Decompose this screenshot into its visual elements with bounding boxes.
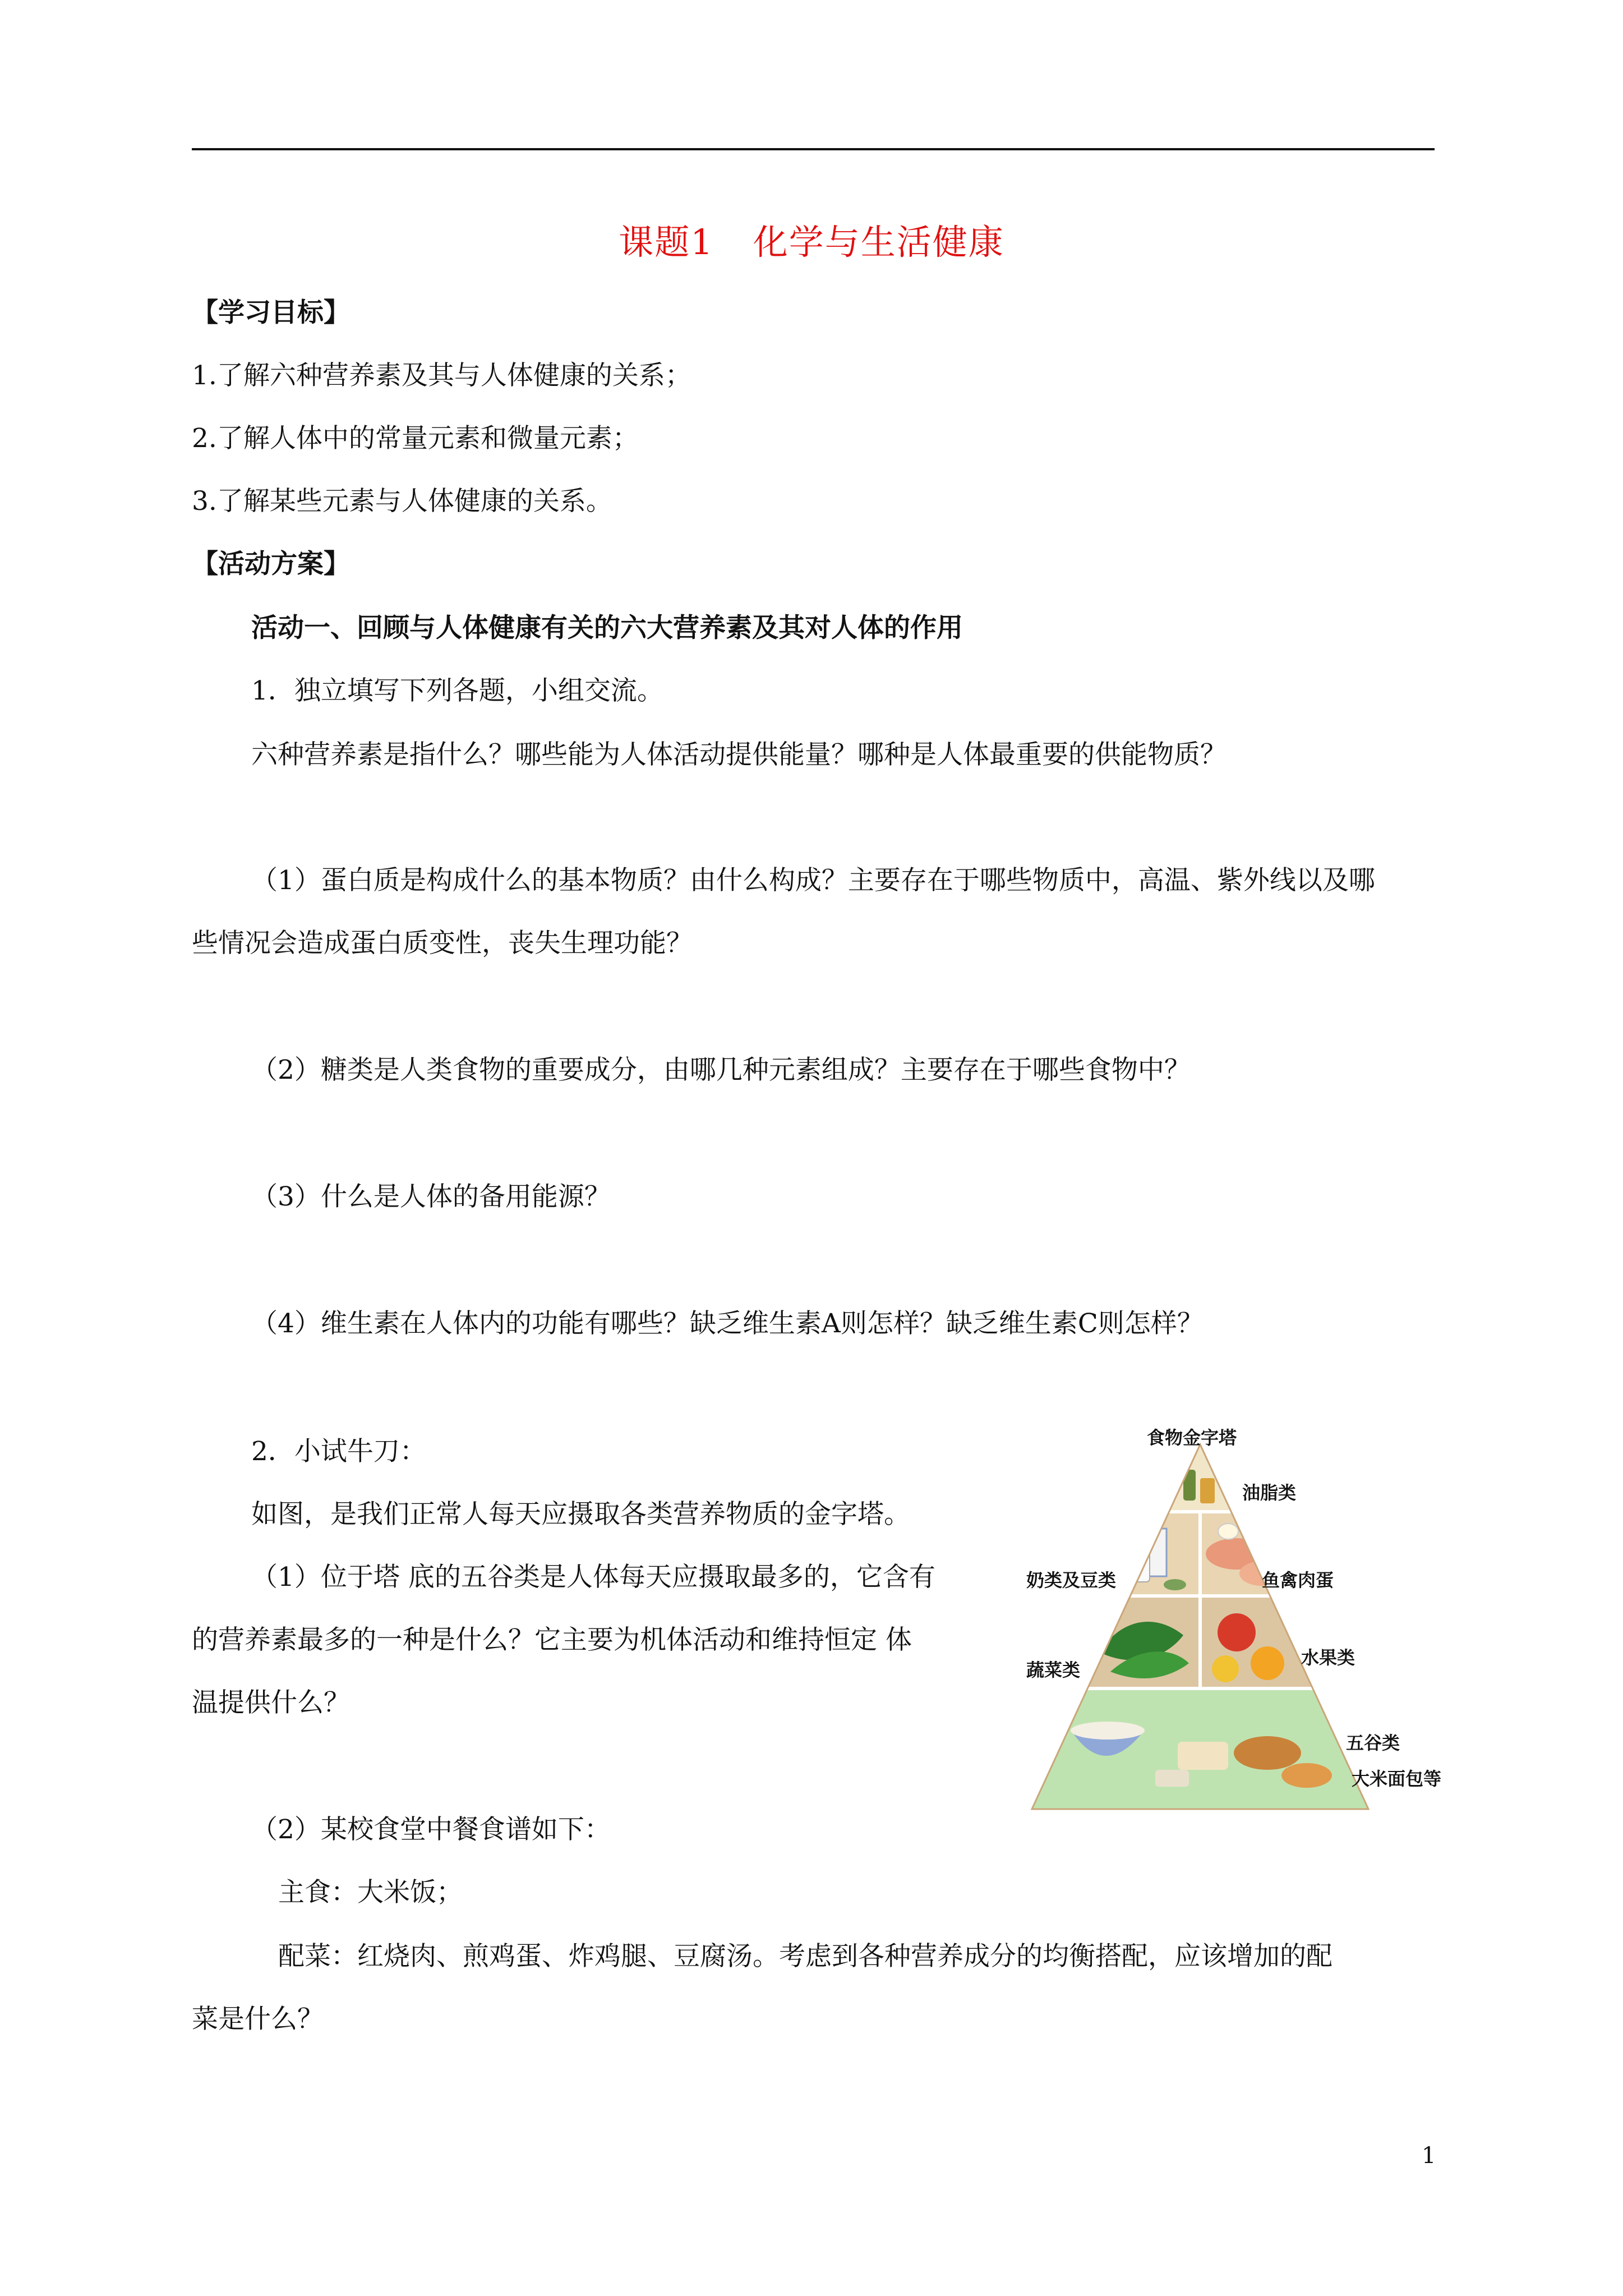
goal-3: 3.了解某些元素与人体健康的关系。: [192, 486, 612, 517]
task2-intro: 如图，是我们正常人每天应摄取各类营养物质的金字塔。: [251, 1499, 910, 1530]
question-protein-line2: 些情况会造成蛋白质变性，丧失生理功能？: [192, 928, 693, 959]
menu-sides-line1: 配菜：红烧肉、煎鸡蛋、炸鸡腿、豆腐汤。考虑到各种营养成分的均衡搭配，应该增加的配: [278, 1941, 1332, 1972]
goal-1: 1.了解六种营养素及其与人体健康的关系；: [192, 360, 691, 391]
food-pyramid-illustration: [1015, 1416, 1385, 1832]
goals-heading: 【学习目标】: [192, 297, 350, 328]
oil-bottle: [1183, 1470, 1196, 1501]
pyramid-label-meat: 鱼禽肉蛋: [1262, 1570, 1334, 1591]
page-title: [0, 214, 1623, 264]
pyramid-label-oil: 油脂类: [1242, 1482, 1297, 1503]
question-energy-reserve: （3）什么是人体的备用能源？: [251, 1181, 611, 1212]
goal-2: 2.了解人体中的常量元素和微量元素；: [192, 423, 639, 454]
task2-q1-line1: （1）位于塔 底的五谷类是人体每天应摄取最多的，它含有: [251, 1562, 935, 1593]
pyramid-title: 食物金字塔: [1147, 1427, 1237, 1448]
question-nutrients: 六种营养素是指什么？哪些能为人体活动提供能量？哪种是人体最重要的供能物质？: [251, 739, 1227, 770]
task2-q1-line3: 温提供什么？: [192, 1687, 350, 1718]
menu-staple: 主食：大米饭；: [278, 1877, 463, 1908]
pyramid-label-dairy: 奶类及豆类: [1026, 1570, 1117, 1591]
task2-q2: （2）某校食堂中餐食谱如下：: [251, 1814, 611, 1845]
activity1-heading: 活动一、回顾与人体健康有关的六大营养素及其对人体的作用: [251, 613, 963, 643]
pyramid-label-fruit: 水果类: [1301, 1647, 1355, 1668]
menu-sides-line2: 菜是什么？: [192, 2004, 324, 2035]
header-rule: [192, 148, 1435, 150]
question-vitamins: （4）维生素在人体内的功能有哪些？缺乏维生素A则怎样？缺乏维生素C则怎样？: [251, 1308, 1204, 1339]
title-main: 化学与生活健康: [753, 222, 1004, 263]
question-sugar: （2）糖类是人类食物的重要成分，由哪几种元素组成？主要存在于哪些食物中？: [251, 1055, 1191, 1085]
question-protein-line1: （1）蛋白质是构成什么的基本物质？由什么构成？主要存在于哪些物质中，高温、紫外线以及哪: [251, 865, 1375, 896]
pyramid-label-grain-sub: 大米面包等: [1352, 1768, 1442, 1789]
task2-text: 2．小试牛刀：: [251, 1436, 426, 1467]
task2-q1-line2: 的营养素最多的一种是什么？它主要为机体活动和维持恒定 体: [192, 1625, 912, 1655]
title-prefix: 课题1: [619, 222, 714, 263]
pyramid-label-veg: 蔬菜类: [1026, 1659, 1081, 1681]
activity-heading: 【活动方案】: [192, 549, 350, 579]
page-number: 1: [1422, 2143, 1436, 2169]
task1-text: 1．独立填写下列各题，小组交流。: [251, 675, 663, 706]
pyramid-label-grain: 五谷类: [1346, 1732, 1400, 1754]
